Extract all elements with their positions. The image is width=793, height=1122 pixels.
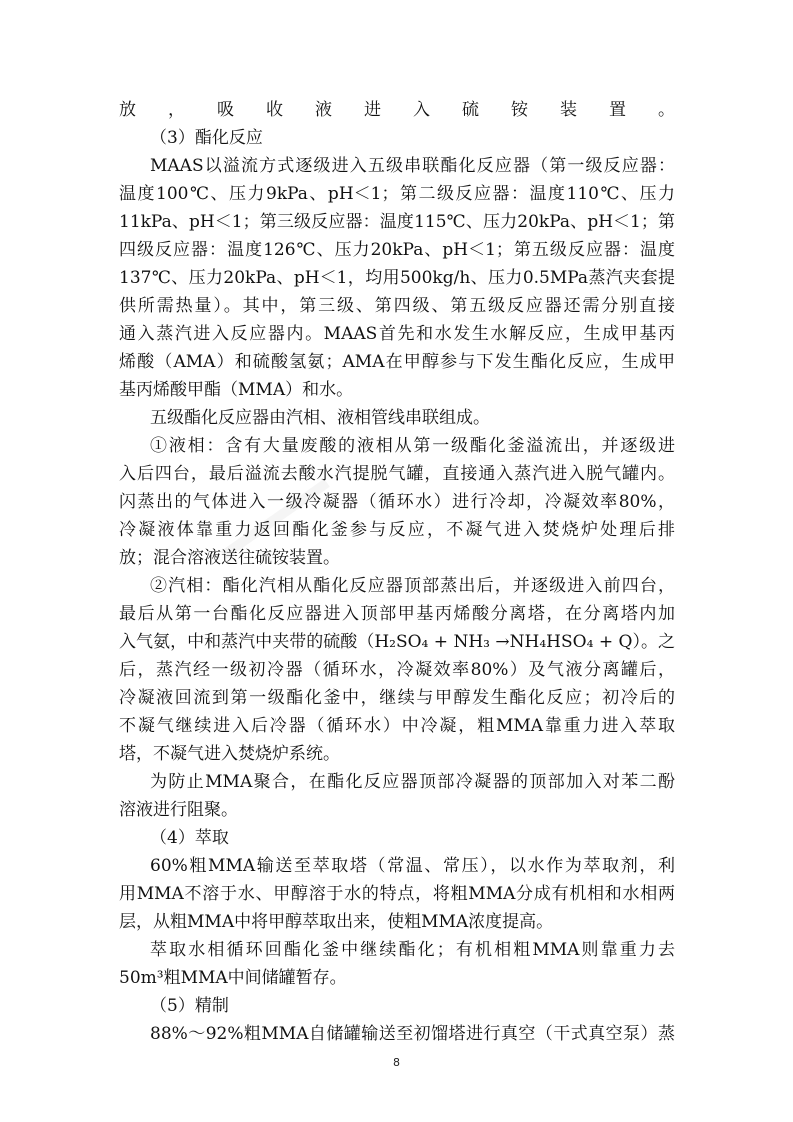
text-line: ①液相：含有大量废酸的液相从第一级酯化釜溢流出，并逐级进 [150, 436, 675, 456]
text-line: 四级反应器：温度126℃、压力20kPa、pH＜1；第五级反应器：温度 [119, 240, 675, 260]
text-line: 塔，不凝气进入焚烧炉系统。 [119, 744, 340, 764]
section-heading: （5）精制 [150, 996, 229, 1016]
text-line: 通入蒸汽进入反应器内。MAAS首先和水发生水解反应，生成甲基丙 [119, 324, 675, 344]
text-line: 137℃、压力20kPa、pH＜1，均用500kg/h、压力0.5MPa蒸汽夹套提 [119, 268, 675, 288]
text-line: MAAS以溢流方式逐级进入五级串联酯化反应器（第一级反应器： [150, 156, 675, 176]
text-line: 11kPa、pH＜1；第三级反应器：温度115℃、压力20kPa、pH＜1；第 [119, 212, 675, 232]
text-line: 温度100℃、压力9kPa、pH＜1；第二级反应器：温度110℃、压力 [119, 184, 675, 204]
text-line: 入后四台，最后溢流去酸水汽提脱气罐，直接通入蒸汽进入脱气罐内。 [119, 464, 675, 484]
text-line: 冷凝液回流到第一级酯化釜中，继续与甲醇发生酯化反应；初冷后的 [119, 688, 675, 708]
text-line: 为防止MMA聚合，在酯化反应器顶部冷凝器的顶部加入对苯二酚 [150, 772, 675, 792]
text-line: 萃取水相循环回酯化釜中继续酯化；有机相粗MMA则靠重力去 [150, 940, 675, 960]
text-line: 溶液进行阻聚。 [119, 800, 238, 820]
text-line: 烯酸（AMA）和硫酸氢氨；AMA在甲醇参与下发生酯化反应，生成甲 [119, 352, 675, 372]
text-line: 入气氨，中和蒸汽中夹带的硫酸（H₂SO₄ + NH₃ →NH₄HSO₄ + Q）。之 [119, 632, 675, 652]
text-line: 闪蒸出的气体进入一级冷凝器（循环水）进行冷却，冷凝效率80%， [119, 492, 675, 512]
section-heading: （4）萃取 [150, 828, 229, 848]
text-line: 用MMA不溶于水、甲醇溶于水的特点，将粗MMA分成有机相和水相两 [119, 884, 675, 904]
text-line: 放；混合溶液送往硫铵装置。 [119, 548, 340, 568]
text-line: 冷凝液体靠重力返回酯化釜参与反应，不凝气进入焚烧炉处理后排 [119, 520, 675, 540]
text-line: 基丙烯酸甲酯（MMA）和水。 [119, 380, 354, 400]
text-line: 五级酯化反应器由汽相、液相管线串联组成。 [150, 408, 490, 428]
text-line: 后，蒸汽经一级初冷器（循环水，冷凝效率80%）及气液分离罐后， [119, 660, 675, 680]
text-line: 50m³粗MMA中间储罐暂存。 [119, 968, 347, 988]
text-line: 不凝气继续进入后冷器（循环水）中冷凝，粗MMA靠重力进入萃取 [119, 716, 675, 736]
section-heading: （3）酯化反应 [150, 128, 263, 148]
text-line: 88%～92%粗MMA自储罐输送至初馏塔进行真空（干式真空泵）蒸 [150, 1024, 675, 1044]
text-line: 最后从第一台酯化反应器进入顶部甲基丙烯酸分离塔，在分离塔内加 [119, 604, 675, 624]
text-line: 层，从粗MMA中将甲醇萃取出来，使粗MMA浓度提高。 [119, 912, 554, 932]
text-line: 供所需热量）。其中，第三级、第四级、第五级反应器还需分别直接 [119, 296, 675, 316]
text-line: ②汽相：酯化汽相从酯化反应器顶部蒸出后，并逐级进入前四台， [150, 576, 675, 596]
page-number: 8 [393, 1056, 400, 1069]
text-line: 60%粗MMA输送至萃取塔（常温、常压），以水作为萃取剂，利 [150, 856, 675, 876]
text-line: 放，吸收液进入硫铵装置。 [119, 100, 675, 120]
